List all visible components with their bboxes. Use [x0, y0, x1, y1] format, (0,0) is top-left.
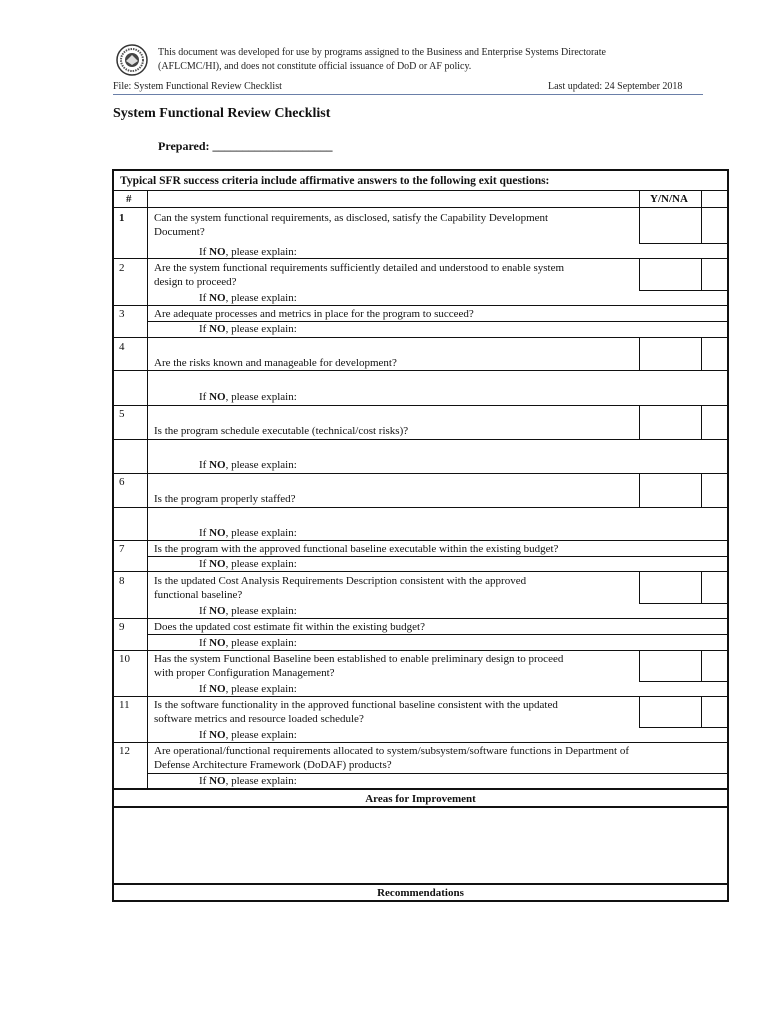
- divider: [147, 634, 728, 635]
- row-number: 5: [119, 408, 125, 420]
- prepared-field[interactable]: Prepared: ____________________: [158, 139, 333, 153]
- answer-box-11-na[interactable]: [701, 696, 702, 727]
- question-text: Is the program with the approved functional baseline executable within the existing budget?: [154, 543, 559, 555]
- question-text: Is the program properly staffed?: [154, 493, 296, 505]
- recommendations-heading: Recommendations: [377, 887, 464, 899]
- divider: [639, 727, 728, 728]
- explain-prompt: If NO, please explain:: [199, 459, 297, 471]
- divider: [639, 243, 728, 244]
- explain-prompt: If NO, please explain:: [199, 775, 297, 787]
- divider: [113, 540, 728, 541]
- divider: [113, 507, 728, 508]
- question-text: Is the software functionality in the approved functional baseline consistent with the updated software metrics and resource loaded schedule?: [154, 699, 558, 725]
- answer-box-6-na[interactable]: [701, 473, 702, 507]
- col-divider-ynna: [701, 190, 702, 208]
- divider: [113, 788, 728, 790]
- row-number: 9: [119, 621, 125, 633]
- answer-box-10[interactable]: [639, 650, 640, 681]
- answer-box-2[interactable]: [639, 258, 640, 290]
- question-text: Are adequate processes and metrics in place for the program to succeed?: [154, 308, 474, 320]
- divider: [113, 742, 728, 743]
- answer-box-4[interactable]: [639, 337, 640, 370]
- question-text: Does the updated cost estimate fit within the existing budget?: [154, 621, 425, 633]
- row-number: 6: [119, 476, 125, 488]
- file-label: File: System Functional Review Checklist: [113, 81, 282, 92]
- question-text: Is the program schedule executable (technical/cost risks)?: [154, 425, 409, 437]
- answer-box-5-na[interactable]: [701, 405, 702, 439]
- table-intro: Typical SFR success criteria include affirmative answers to the following exit questions:: [120, 175, 550, 187]
- answer-box-1-na[interactable]: [701, 207, 702, 243]
- explain-prompt: If NO, please explain:: [199, 558, 297, 570]
- question-text: Are operational/functional requirements allocated to system/subsystem/software functions in Department of Defense Architecture Framework (DoDAF) products?: [154, 745, 630, 771]
- divider: [639, 681, 728, 682]
- question-text: Are the system functional requirements sufficiently detailed and understood to enable system design to proceed?: [154, 262, 565, 288]
- divider: [113, 883, 728, 885]
- row-number: 8: [119, 575, 125, 587]
- explain-prompt: If NO, please explain:: [199, 729, 297, 741]
- question-text: Is the updated Cost Analysis Requirements Description consistent with the approved functional baseline?: [154, 575, 527, 601]
- row-number: 3: [119, 308, 125, 320]
- divider: [639, 603, 728, 604]
- answer-box-10-na[interactable]: [701, 650, 702, 681]
- answer-box-1[interactable]: [639, 207, 640, 243]
- explain-prompt: If NO, please explain:: [199, 605, 297, 617]
- answer-box-4-na[interactable]: [701, 337, 702, 370]
- col-divider-ynna: [639, 190, 640, 208]
- divider: [113, 305, 728, 306]
- row-number: 2: [119, 262, 125, 274]
- divider: [113, 370, 728, 371]
- areas-for-improvement-heading: Areas for Improvement: [365, 793, 476, 805]
- explain-prompt: If NO, please explain:: [199, 323, 297, 335]
- col-header-ynna: Y/N/NA: [650, 193, 688, 205]
- areas-for-improvement-field[interactable]: [114, 808, 727, 882]
- question-text: Has the system Functional Baseline been established to enable preliminary design to proceed with proper Configuration Management?: [154, 653, 564, 679]
- col-header-num: #: [126, 193, 132, 205]
- row-number: 10: [119, 653, 130, 665]
- explain-prompt: If NO, please explain:: [199, 246, 297, 258]
- divider: [113, 696, 728, 697]
- col-divider-num: [147, 190, 148, 788]
- explain-prompt: If NO, please explain:: [199, 292, 297, 304]
- question-text: Are the risks known and manageable for development?: [154, 357, 397, 369]
- explain-prompt: If NO, please explain:: [199, 391, 297, 403]
- divider: [113, 337, 728, 338]
- divider: [113, 207, 728, 208]
- divider: [113, 190, 728, 191]
- answer-box-11[interactable]: [639, 696, 640, 727]
- row-number: 4: [119, 341, 125, 353]
- notice-line-1: This document was developed for use by programs assigned to the Business and Enterprise Systems Directorate: [158, 47, 606, 58]
- row-number: 12: [119, 745, 130, 757]
- header-rule: [113, 94, 703, 95]
- divider: [113, 618, 728, 619]
- row-number: 1: [119, 212, 125, 224]
- last-updated: Last updated: 24 September 2018: [548, 81, 683, 92]
- answer-box-6[interactable]: [639, 473, 640, 507]
- answer-box-8-na[interactable]: [701, 571, 702, 603]
- page-title: System Functional Review Checklist: [113, 106, 331, 121]
- divider: [113, 571, 728, 572]
- question-text: Can the system functional requirements, as disclosed, satisfy the Capability Development Document?: [154, 212, 549, 238]
- row-number: 11: [119, 699, 130, 711]
- divider: [113, 258, 728, 259]
- answer-box-8[interactable]: [639, 571, 640, 603]
- explain-prompt: If NO, please explain:: [199, 527, 297, 539]
- divider: [113, 405, 728, 406]
- answer-box-2-na[interactable]: [701, 258, 702, 290]
- divider: [113, 650, 728, 651]
- row-number: 7: [119, 543, 125, 555]
- divider: [639, 290, 728, 291]
- dod-seal-icon: [116, 44, 148, 76]
- notice-line-2: (AFLCMC/HI), and does not constitute official issuance of DoD or AF policy.: [158, 61, 472, 72]
- answer-box-5[interactable]: [639, 405, 640, 439]
- explain-prompt: If NO, please explain:: [199, 637, 297, 649]
- divider: [113, 439, 728, 440]
- divider: [113, 473, 728, 474]
- explain-prompt: If NO, please explain:: [199, 683, 297, 695]
